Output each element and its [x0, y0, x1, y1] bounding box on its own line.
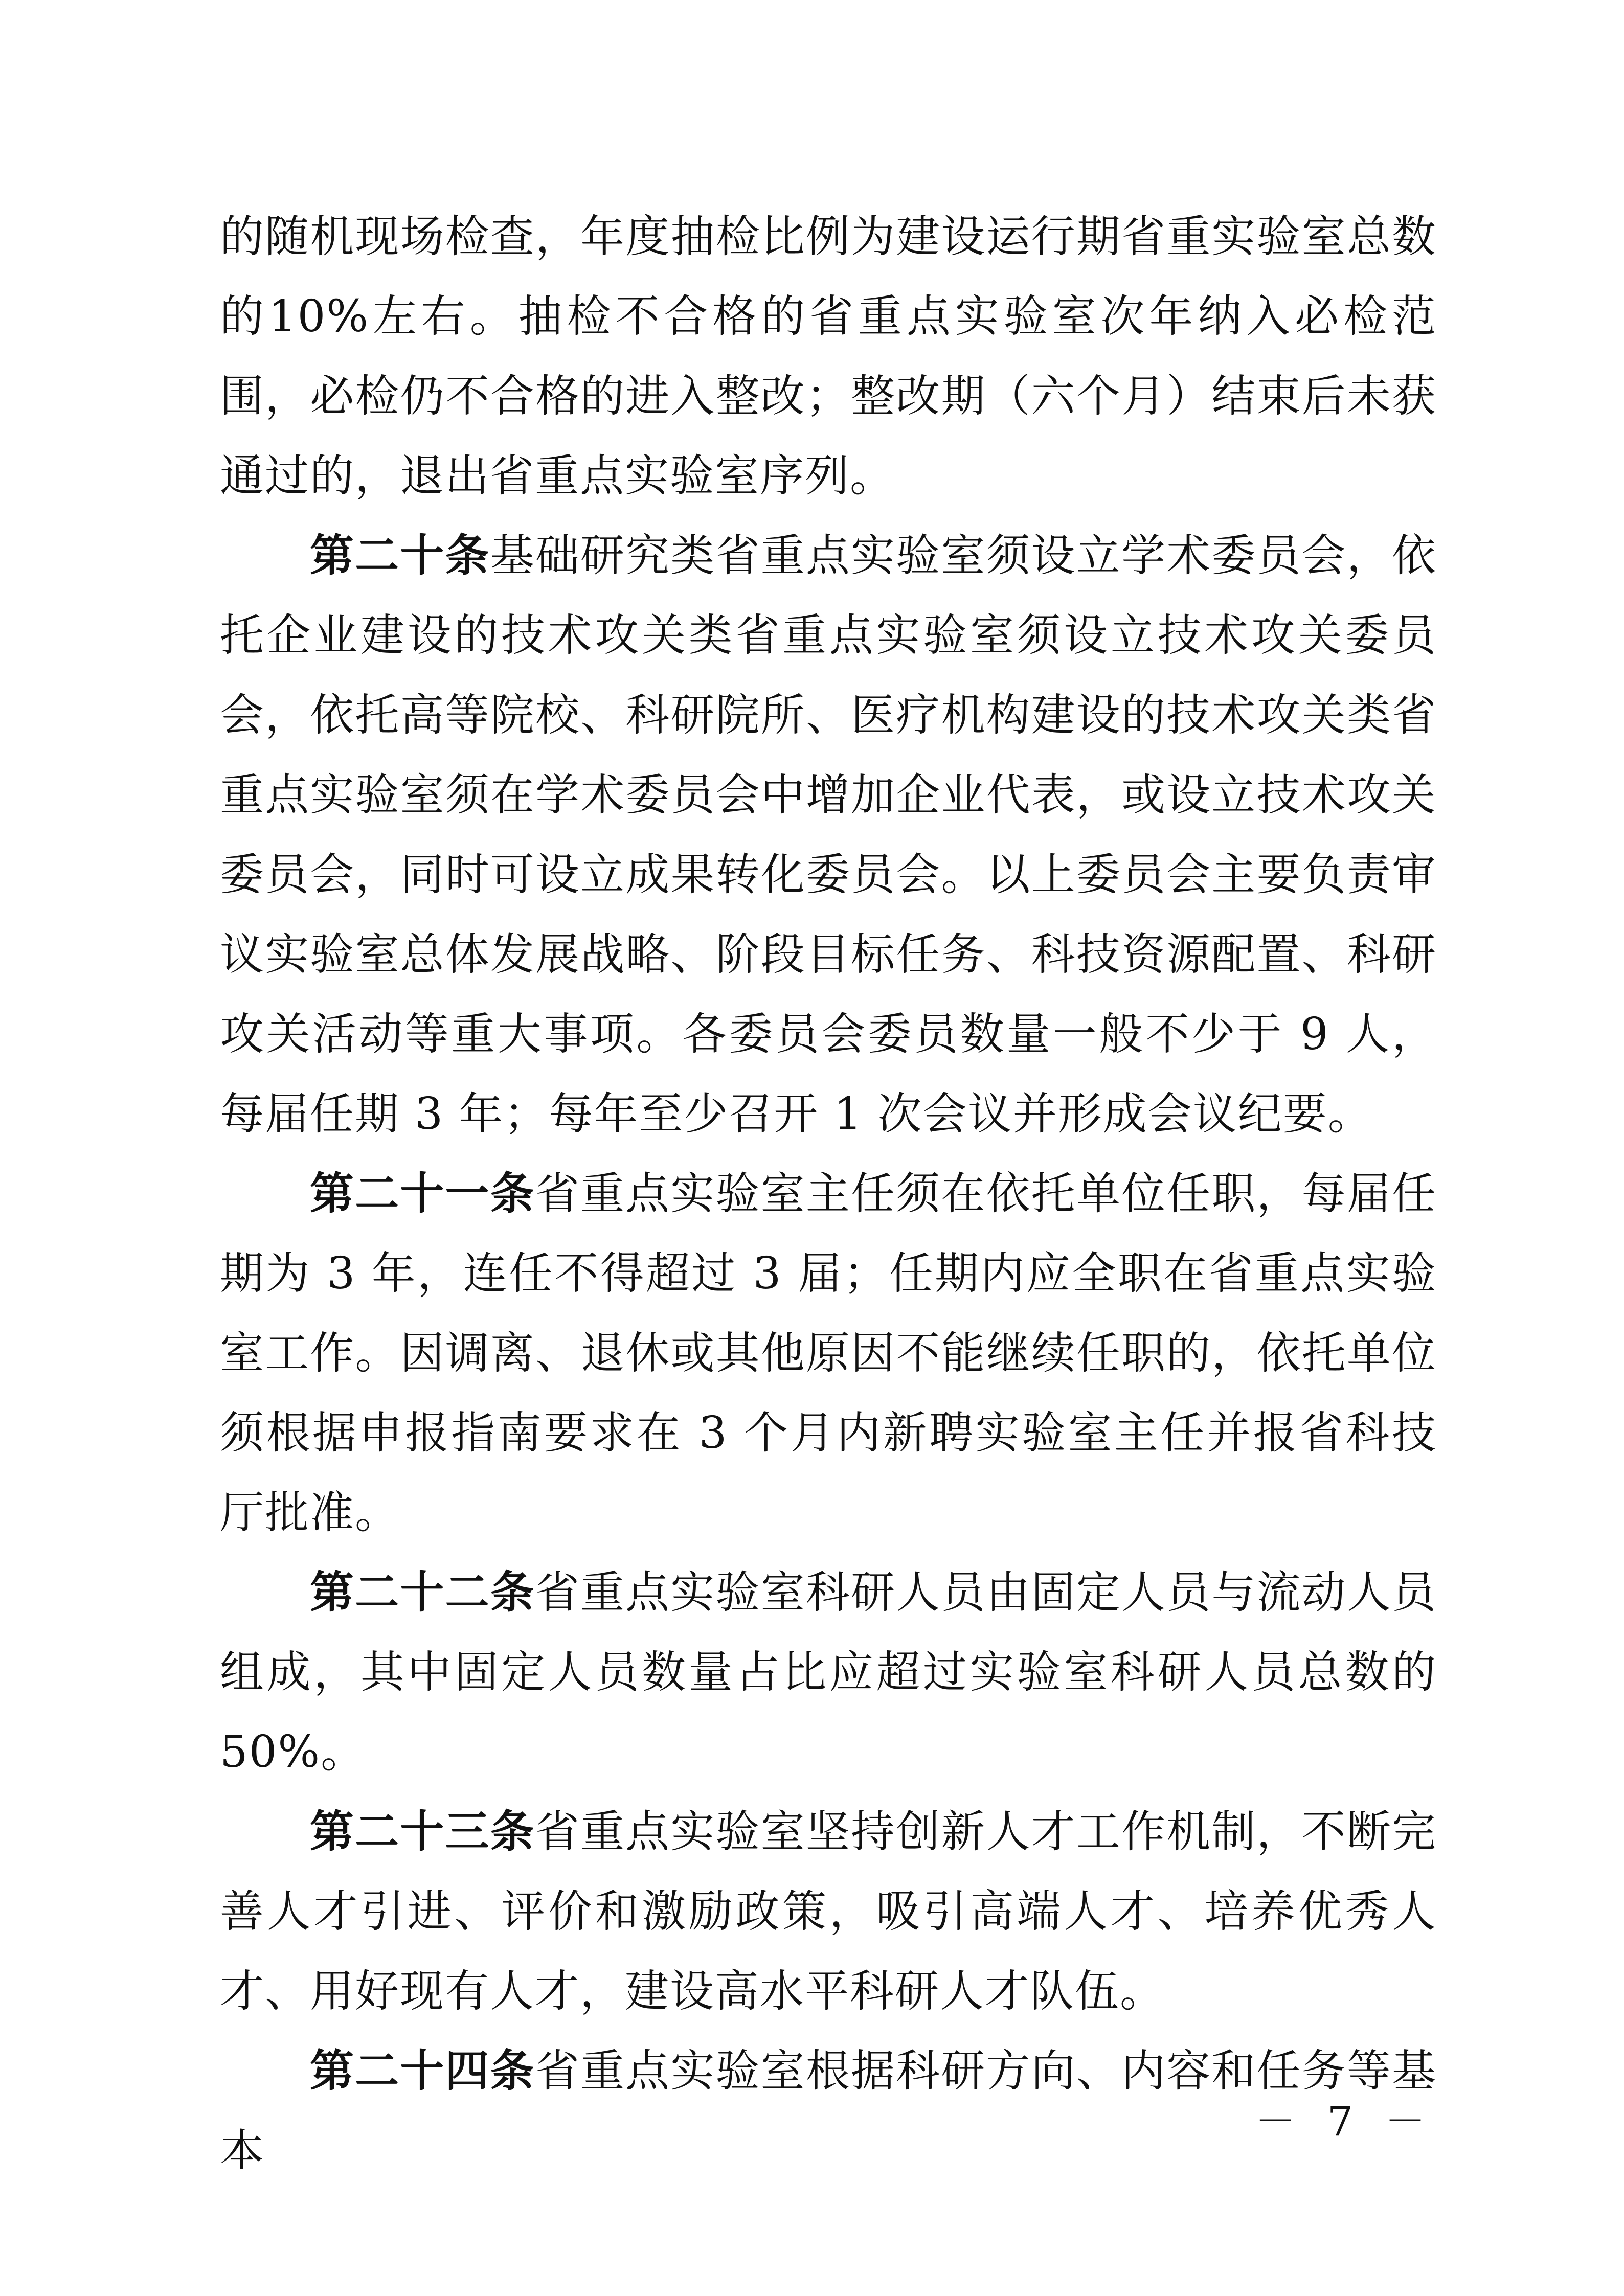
article-24: [220, 2031, 1437, 2191]
article-title: 第二十一条: [310, 1168, 535, 1219]
article-title: 第二十四条: [310, 2045, 535, 2097]
article-text: 省重点实验室坚持创新人才工作机制，不断完善人才引进、评价和激励政策，吸引高端人才、培养优秀人才、用好现有人才，建设高水平科研人才队伍。: [220, 1806, 1437, 2017]
document-body: [220, 197, 1437, 2191]
article-title: 第二十条: [310, 530, 490, 581]
article-text: 省重点实验室科研人员由固定人员与流动人员组成，其中固定人员数量占比应超过实验室科研人员总数的 50%。: [220, 1567, 1437, 1778]
article-title: 第二十二条: [310, 1567, 535, 1618]
article-21: [220, 1154, 1437, 1553]
article-20: [220, 516, 1437, 1154]
article-text: 基础研究类省重点实验室须设立学术委员会，依托企业建设的技术攻关类省重点实验室须设立技术攻关委员会，依托高等院校、科研院所、医疗机构建设的技术攻关类省重点实验室须在学术委员会中增加企业代表，或设立技术攻关委员会，同时可设立成果转化委员会。以上委员会主要负责审议实验室总体发展战略、阶段目标任务、科技资源配置、科研攻关活动等重大事项。各委员会委员数量一般不少于 9 人，每届任期 3 年；每年至少召开 1 次会议并形成会议纪要。: [220, 530, 1437, 1140]
article-23: [220, 1792, 1437, 2031]
article-title: 第二十三条: [310, 1806, 535, 1857]
page-number: － 7 －: [1255, 2098, 1435, 2145]
article-text: 省重点实验室根据科研方向、内容和任务等基本: [220, 2045, 1437, 2176]
continuation-paragraph: 的随机现场检查，年度抽检比例为建设运行期省重实验室总数的10%左右。抽检不合格的省重点实验室次年纳入必检范围，必检仍不合格的进入整改；整改期（六个月）结束后未获通过的，退出省重点实验室序列。: [220, 211, 1437, 502]
article-text: 省重点实验室主任须在依托单位任职，每届任期为 3 年，连任不得超过 3 届；任期内应全职在省重点实验室工作。因调离、退休或其他原因不能继续任职的，依托单位须根据申报指南要求在 3 个月内新聘实验室主任并报省科技厅批准。: [220, 1168, 1437, 1538]
article-22: [220, 1553, 1437, 1792]
